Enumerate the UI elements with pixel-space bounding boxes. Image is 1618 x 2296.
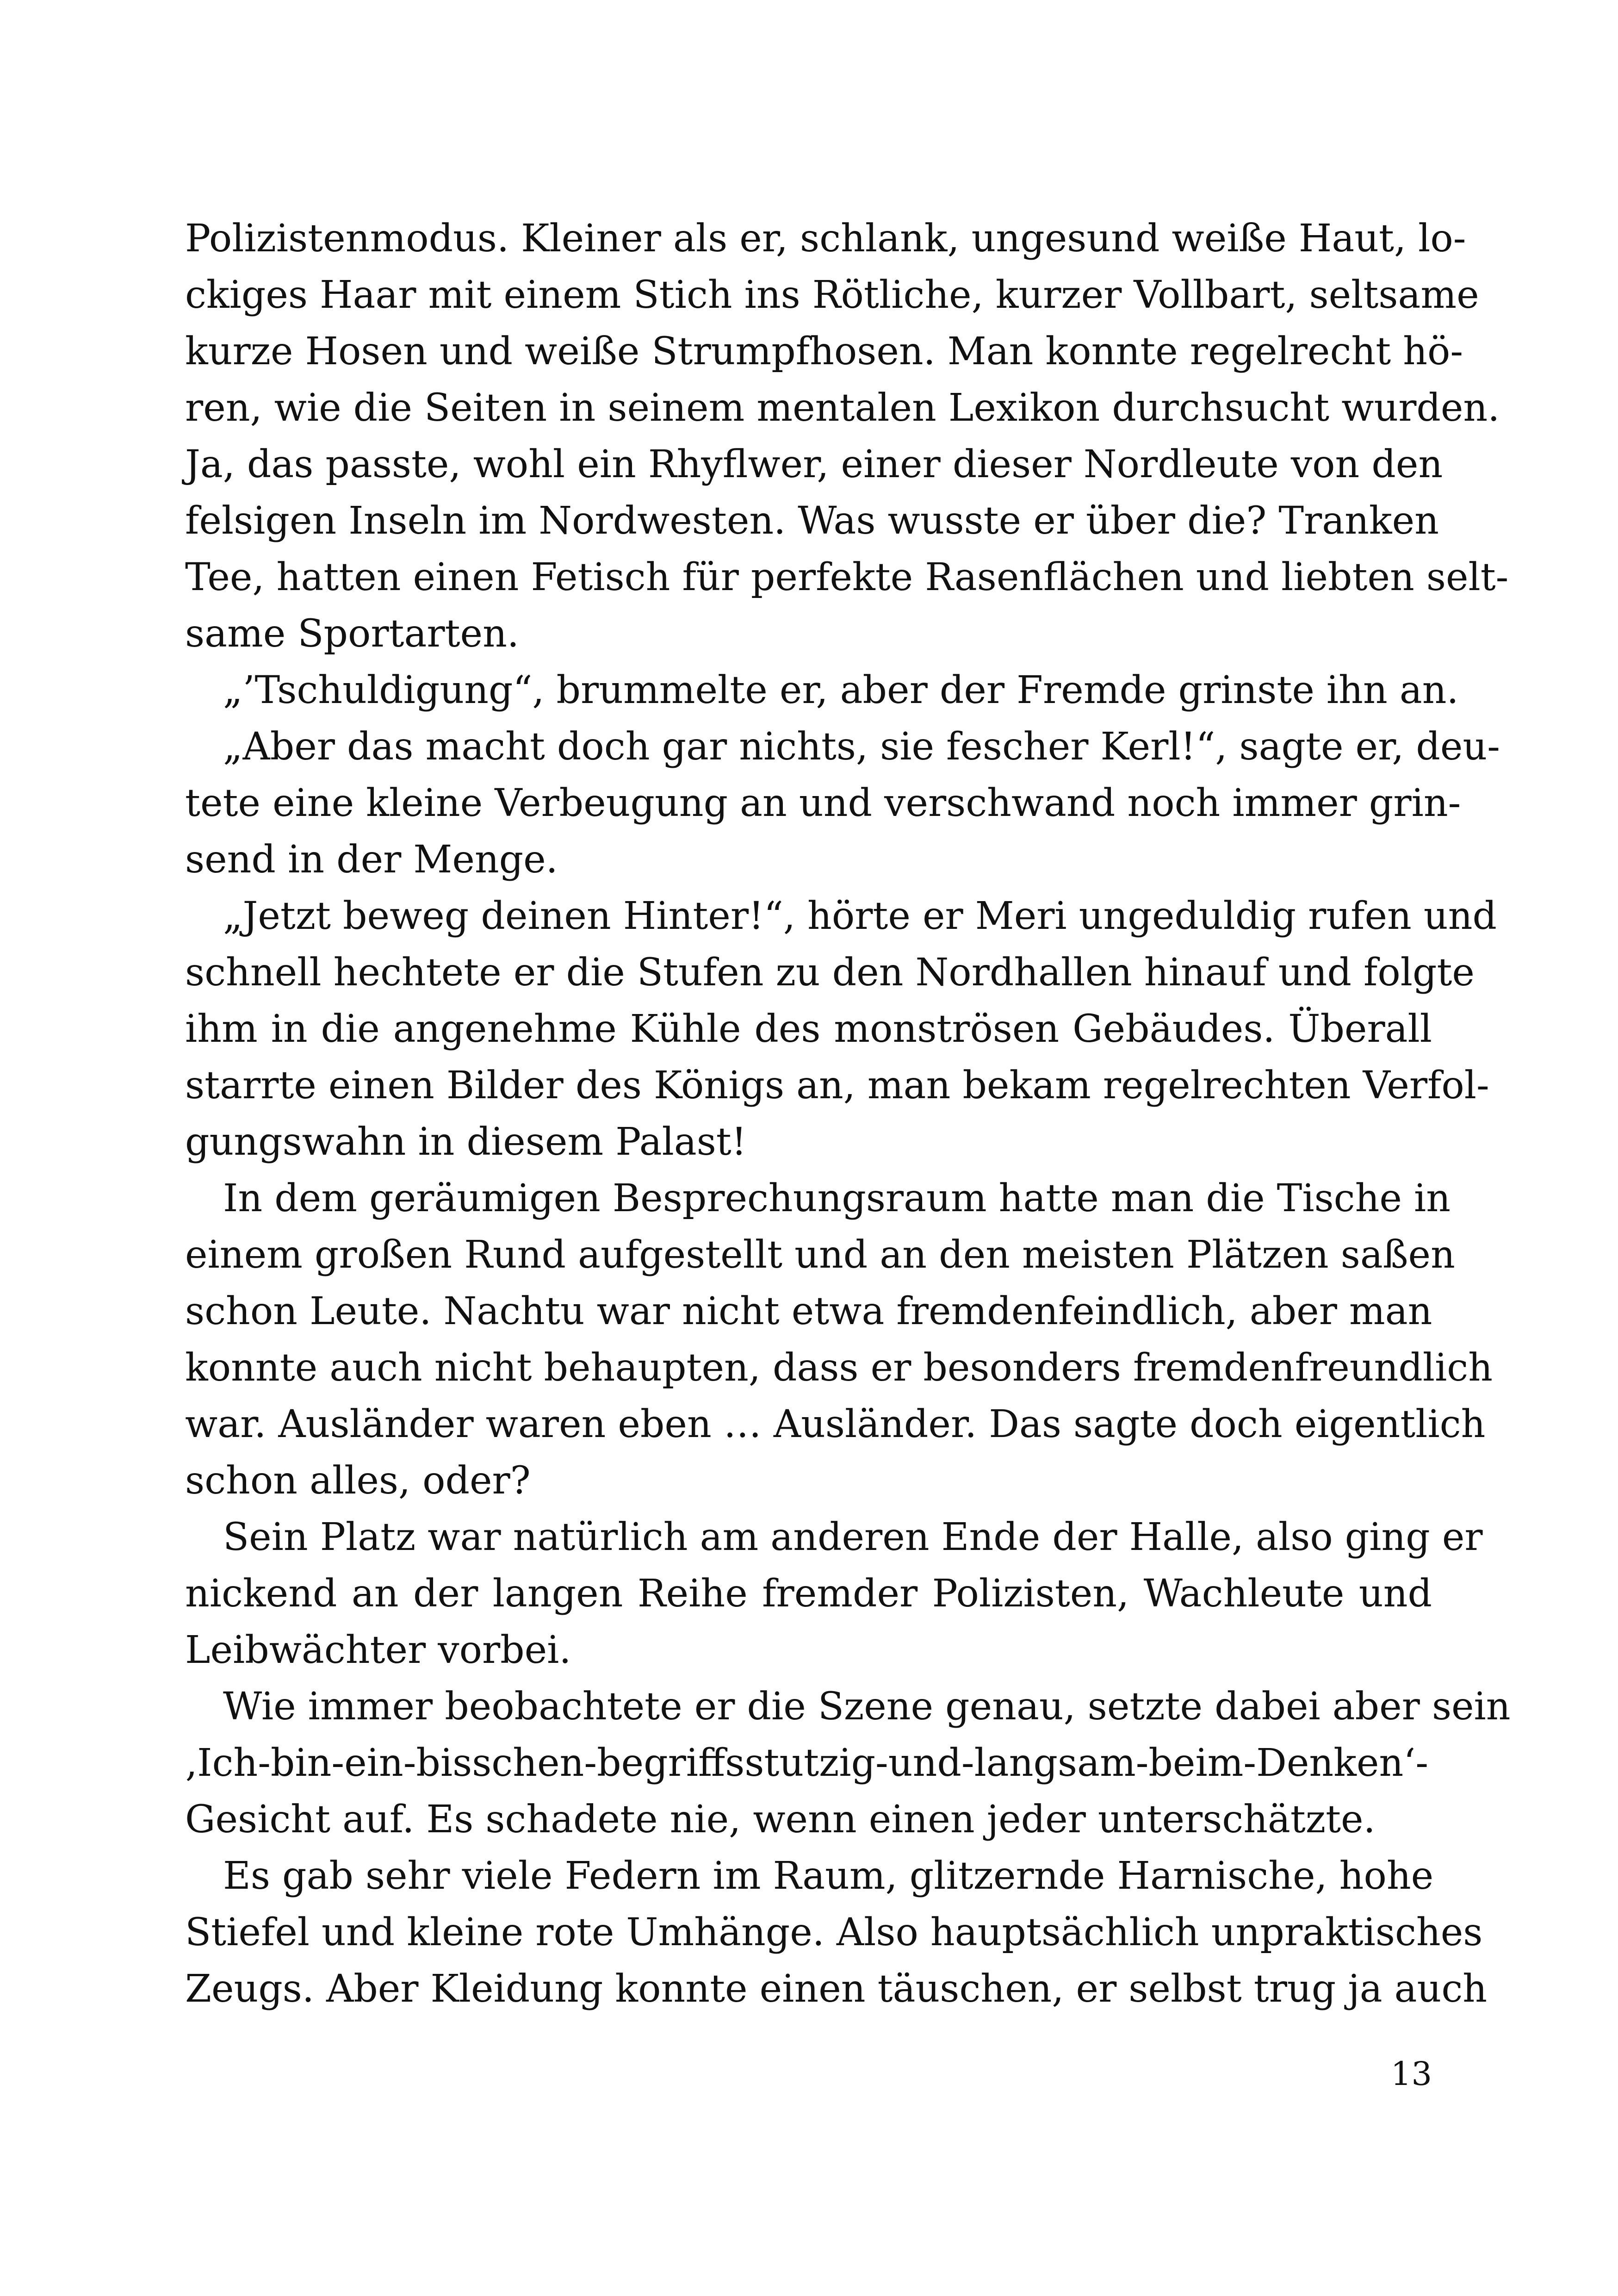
text-line: same Sportarten. (185, 612, 519, 656)
text-line: Sein Platz war natürlich am anderen Ende der Halle, also ging er (223, 1515, 1483, 1559)
text-line: tete eine kleine Verbeugung an und verschwand noch immer grin- (185, 781, 1461, 825)
text-line: einem großen Rund aufgestellt und an den meisten Plätzen saßen (185, 1233, 1455, 1277)
text-line: Leibwächter vorbei. (185, 1628, 571, 1672)
text-line: Stiefel und kleine rote Umhänge. Also hauptsächlich unpraktisches (185, 1910, 1483, 1954)
text-line: Polizistenmodus. Kleiner als er, schlank, ungesund weiße Haut, lo- (185, 217, 1466, 261)
text-line: ihm in die angenehme Kühle des monströsen Gebäudes. Überall (185, 1007, 1432, 1051)
text-line: starrte einen Bilder des Königs an, man bekam regelrechten Verfol- (185, 1064, 1489, 1108)
text-line: schon Leute. Nachtu war nicht etwa fremdenfeindlich, aber man (185, 1289, 1432, 1333)
text-line: war. Ausländer waren eben … Ausländer. Das sagte doch eigentlich (185, 1402, 1486, 1446)
text-line: Gesicht auf. Es schadete nie, wenn einen jeder unterschätzte. (185, 1798, 1376, 1842)
text-line: kurze Hosen und weiße Strumpfhosen. Man konnte regelrecht hö- (185, 330, 1463, 373)
text-line: konnte auch nicht behaupten, dass er besonders fremdenfreundlich (185, 1346, 1493, 1390)
text-line: Es gab sehr viele Federn im Raum, glitzernde Harnische, hohe (223, 1854, 1434, 1898)
text-line: Tee, hatten einen Fetisch für perfekte Rasenflächen und liebten selt- (185, 555, 1509, 599)
text-line: „Aber das macht doch gar nichts, sie fescher Kerl!“, sagte er, deu- (223, 725, 1500, 769)
text-line: gungswahn in diesem Palast! (185, 1120, 747, 1164)
text-line: Ja, das passte, wohl ein Rhyflwer, einer dieser Nordleute von den (185, 442, 1443, 486)
text-line: Wie immer beobachtete er die Szene genau, setzte dabei aber sein (223, 1685, 1511, 1729)
text-line: „Jetzt beweg deinen Hinter!“, hörte er Meri ungeduldig rufen und (223, 894, 1497, 938)
text-line: ckiges Haar mit einem Stich ins Rötliche, kurzer Vollbart, seltsame (185, 273, 1479, 317)
text-line: felsigen Inseln im Nordwesten. Was wusste er über die? Tranken (185, 499, 1439, 543)
text-line: ren, wie die Seiten in seinem mentalen Lexikon durchsucht wurden. (185, 386, 1500, 430)
text-line: schon alles, oder? (185, 1459, 531, 1503)
text-line: ‚Ich-bin-ein-bisschen-begriffsstutzig-und-langsam-beim-Denken‘- (185, 1741, 1429, 1785)
text-line: In dem geräumigen Besprechungsraum hatte man die Tische in (223, 1176, 1451, 1220)
page-number: 13 (1390, 2055, 1432, 2093)
text-line: Zeugs. Aber Kleidung konnte einen täuschen, er selbst trug ja auch (185, 1967, 1488, 2011)
text-line: nickend an der langen Reihe fremder Polizisten, Wachleute und (185, 1572, 1432, 1616)
text-line: „’Tschuldigung“, brummelte er, aber der Fremde grinste ihn an. (223, 668, 1459, 712)
text-line: schnell hechtete er die Stufen zu den Nordhallen hinauf und folgte (185, 951, 1475, 995)
text-line: send in der Menge. (185, 838, 558, 882)
